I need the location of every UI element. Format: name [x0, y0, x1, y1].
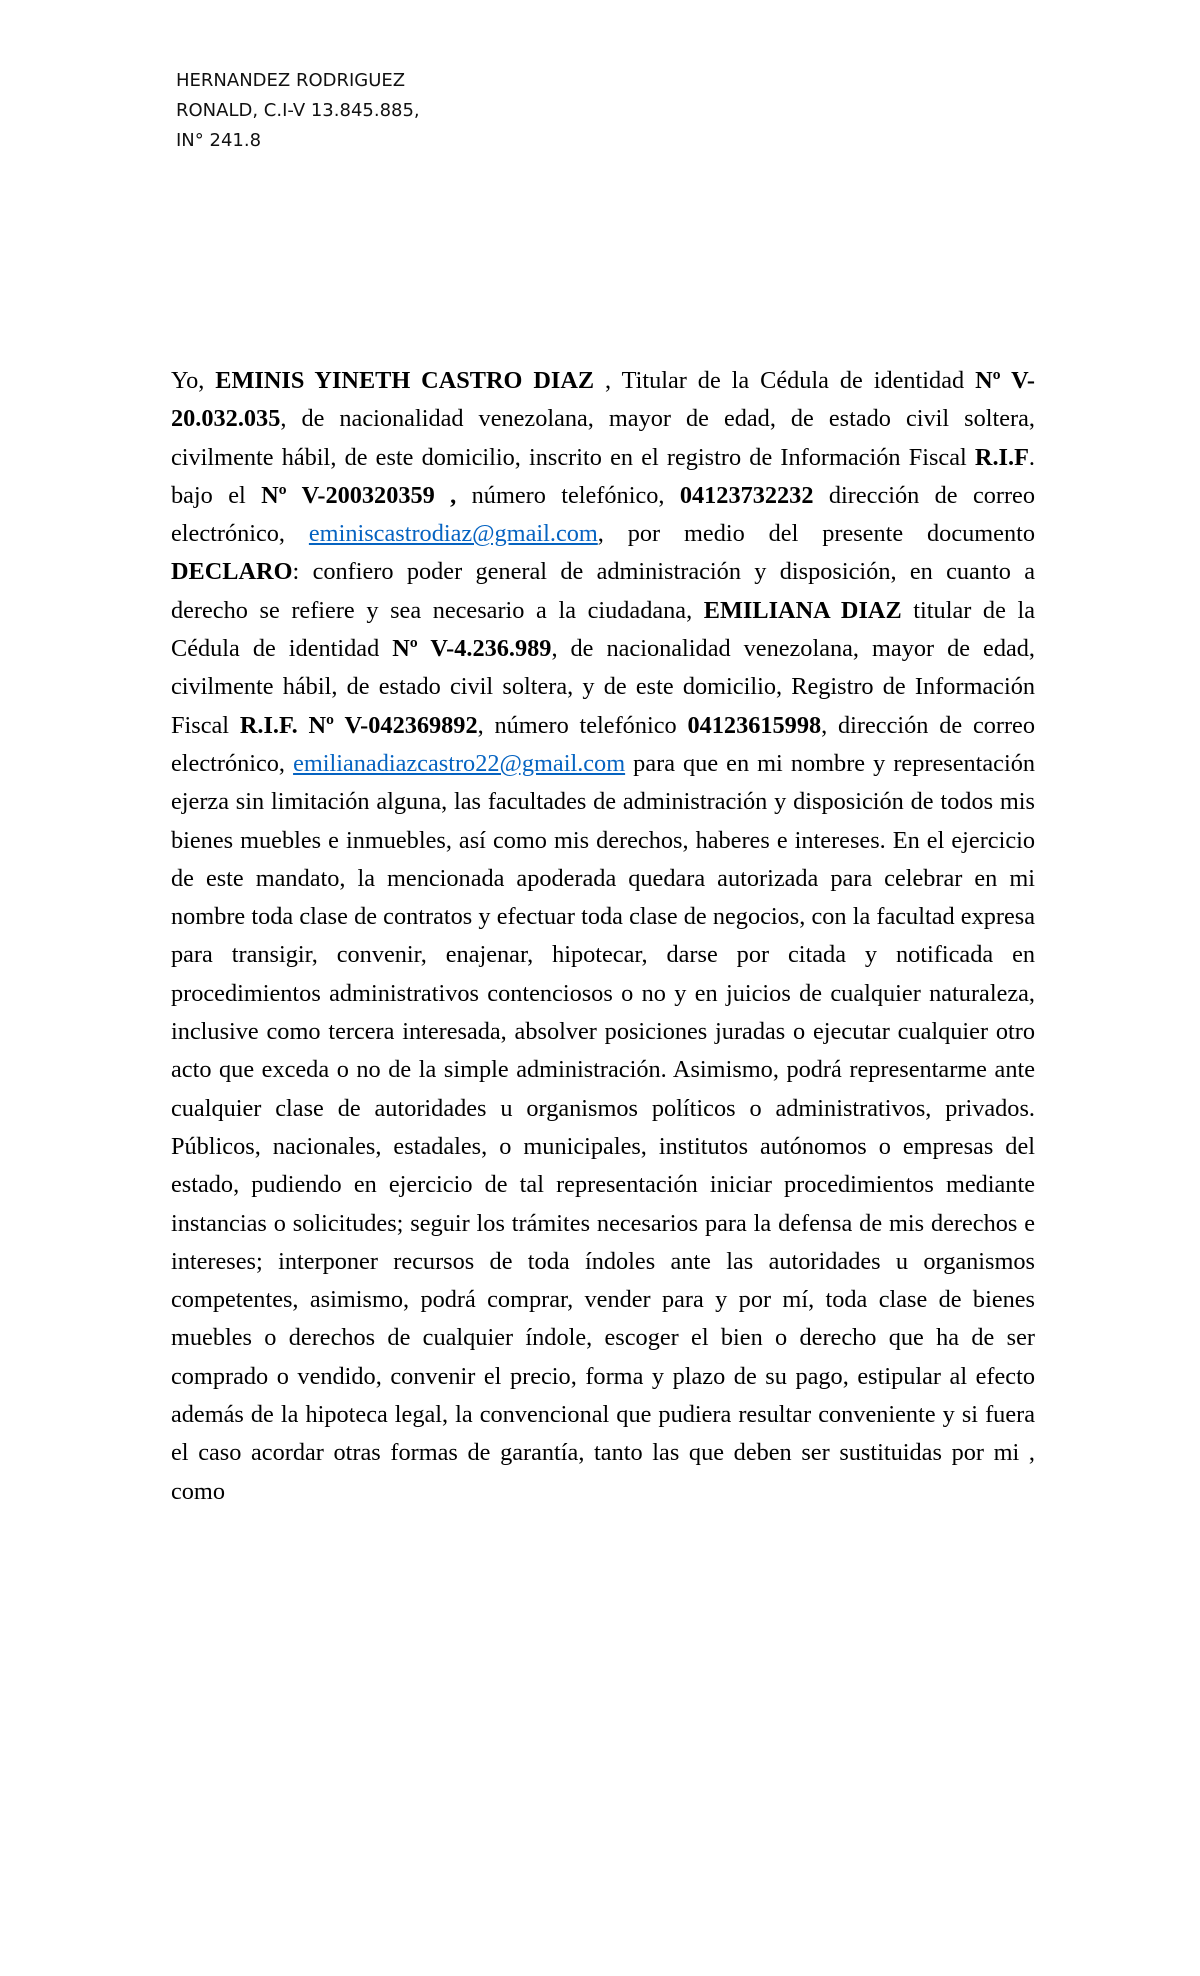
text-segment: , número telefónico [477, 711, 688, 739]
header-line-1: HERNANDEZ RODRIGUEZ [176, 70, 406, 91]
grantor-name: EMINIS YINETH CASTRO DIAZ [215, 367, 595, 394]
header-line-2: RONALD, C.I-V 13.845.885, [176, 100, 420, 121]
text-segment: para que en mi nombre y representación ejerza sin limitación alguna, las facultades de administración y disposición de todos mis bienes muebles e inmuebles, así como mis derechos, haberes e intereses. En el ejercicio de este mandato, la mencionada apoderada quedara autorizada para celebrar en mi nombre toda clase de contratos y efectuar toda clase de negocios, con la facultad expresa para transigir, convenir, enajenar, hipotecar, darse por citada y notificada en procedimientos administrativos contenciosos o no y en juicios de cualquier naturaleza, inclusive como tercera interesada, absolver posiciones juradas o ejecutar cualquier otro acto que exceda o no de la simple administración. Asimismo, podrá representarme ante cualquier clase de autoridades u organismos políticos o administrativos, privados. Públicos, nacionales, estadales, o municipales, institutos autónomos o empresas del estado, pudiendo en ejercicio de tal representación iniciar procedimientos mediante instancias o solicitudes; seguir los trámites necesarios para la defensa de mis derechos e intereses; interponer recursos de toda índoles ante las autoridades u organismos competentes, asimismo, podrá comprar, vender para y por mí, toda clase de bienes muebles o derechos de cualquier índole, escoger el bien o derecho que ha de ser comprado o vendido, convenir el precio, forma y plazo de su pago, estipular al efecto además de la hipoteca legal, la convencional que pudiera resultar conveniente y si fuera el caso acordar otras formas de garantía, tanto las que deben ser sustituidas por mi , como [171, 749, 1035, 1505]
grantor-rif-number: Nº V-200320359 , [261, 481, 457, 509]
grantor-phone: 04123732232 [679, 481, 814, 509]
attorney-phone: 04123615998 [687, 711, 822, 739]
document-header [176, 66, 420, 156]
attorney-name: EMILIANA DIAZ [703, 596, 902, 624]
text-segment: , por medio del presente documento [597, 520, 1035, 548]
text-segment: . bajo el [171, 443, 1035, 509]
text-segment: , dirección de correo electrónico, [171, 711, 1035, 777]
text-segment: Yo, [171, 367, 216, 394]
text-segment: : confiero poder general de administración y disposición, en cuanto a derecho se refiere y sea necesario a la ciudadana, [171, 558, 1035, 624]
attorney-email-link[interactable]: emilianadiazcastro22@gmail.com [293, 749, 626, 777]
text-segment: , de nacionalidad venezolana, mayor de edad, de estado civil soltera, civilmente hábil, de este domicilio, inscrito en el registro de Información Fiscal [171, 405, 1035, 471]
text-segment: número telefónico, [456, 481, 680, 509]
attorney-rif-number: R.I.F. Nº V-042369892 [239, 711, 478, 739]
text-segment: dirección de correo electrónico, [171, 481, 1035, 548]
grantor-id-number: Nº V-20.032.035 [171, 367, 1035, 433]
rif-label: R.I.F [974, 443, 1029, 471]
text-segment: titular de la Cédula de identidad [171, 596, 1036, 663]
grantor-email-link[interactable]: eminiscastrodiaz@gmail.com [308, 520, 598, 548]
text-segment: , Titular de la Cédula de identidad [594, 367, 976, 394]
text-segment: , de nacionalidad venezolana, mayor de edad, civilmente hábil, de estado civil soltera, y de este domicilio, Registro de Información Fiscal [171, 635, 1036, 739]
declaro-keyword: DECLARO [171, 558, 293, 586]
attorney-id-number: Nº V-4.236.989 [392, 635, 552, 663]
declaration-paragraph [171, 362, 1035, 1511]
header-line-3: IN° 241.8 [176, 130, 262, 151]
